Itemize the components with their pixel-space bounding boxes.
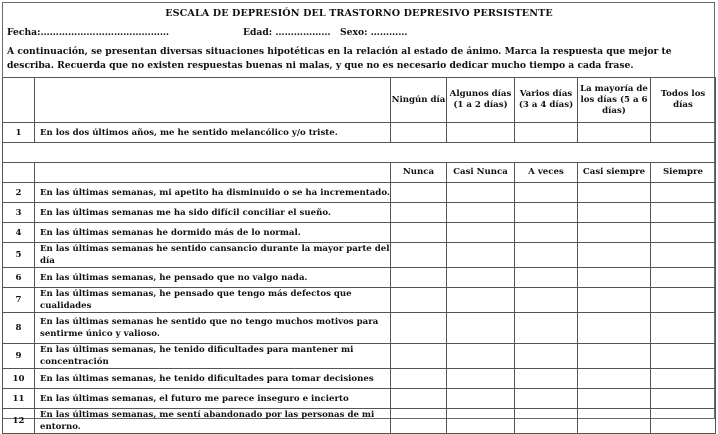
answer-cell[interactable] xyxy=(651,123,716,143)
answer-cell[interactable] xyxy=(515,243,578,268)
item-number: 1 xyxy=(3,123,35,143)
item-number: 5 xyxy=(3,243,35,268)
item-text: En las últimas semanas he dormido más de lo normal. xyxy=(35,223,391,243)
table-row xyxy=(3,344,716,369)
answer-cell[interactable] xyxy=(578,243,651,268)
table-row xyxy=(3,268,716,288)
answer-cell[interactable] xyxy=(447,288,515,313)
answer-cell[interactable] xyxy=(578,369,651,389)
header-algunos-dias: Algunos días (1 a 2 días) xyxy=(447,78,515,123)
spacer-cell xyxy=(3,143,716,163)
header-empty-cell xyxy=(3,163,35,183)
answer-cell[interactable] xyxy=(651,313,716,344)
header-ningun-dia: Ningún día xyxy=(391,78,447,123)
sexo-field[interactable]: Sexo: ………… xyxy=(340,27,408,38)
item-number: 4 xyxy=(3,223,35,243)
table-row xyxy=(3,223,716,243)
answer-cell[interactable] xyxy=(515,313,578,344)
answer-cell[interactable] xyxy=(578,183,651,203)
item-text: En las últimas semanas me ha sido difícil conciliar el sueño. xyxy=(35,203,391,223)
likert-header-row xyxy=(3,163,716,183)
table-row xyxy=(3,123,716,143)
answer-cell[interactable] xyxy=(447,389,515,409)
answer-cell[interactable] xyxy=(651,223,716,243)
questionnaire-table xyxy=(2,77,716,434)
answer-cell[interactable] xyxy=(578,203,651,223)
item-text: En las últimas semanas, he tenido dificultades para mantener mi concentración xyxy=(35,344,391,369)
answer-cell[interactable] xyxy=(515,123,578,143)
item-text: En las últimas semanas he sentido que no tengo muchos motivos para sentirme único y valioso. xyxy=(35,313,391,344)
answer-cell[interactable] xyxy=(447,313,515,344)
answer-cell[interactable] xyxy=(447,409,515,434)
answer-cell[interactable] xyxy=(651,268,716,288)
answer-cell[interactable] xyxy=(651,183,716,203)
header-empty-cell xyxy=(35,163,391,183)
header-siempre: Siempre xyxy=(651,163,716,183)
answer-cell[interactable] xyxy=(578,223,651,243)
answer-cell[interactable] xyxy=(515,288,578,313)
header-nunca: Nunca xyxy=(391,163,447,183)
answer-cell[interactable] xyxy=(391,288,447,313)
header-a-veces: A veces xyxy=(515,163,578,183)
table-row xyxy=(3,389,716,409)
answer-cell[interactable] xyxy=(578,123,651,143)
item-number: 7 xyxy=(3,288,35,313)
header-varios-dias: Varios días (3 a 4 días) xyxy=(515,78,578,123)
item-number: 8 xyxy=(3,313,35,344)
answer-cell[interactable] xyxy=(578,389,651,409)
answer-cell[interactable] xyxy=(447,183,515,203)
item-number: 12 xyxy=(3,409,35,434)
answer-cell[interactable] xyxy=(447,268,515,288)
answer-cell[interactable] xyxy=(515,268,578,288)
item-text: En las últimas semanas, me sentí abandonado por las personas de mi entorno. xyxy=(35,409,391,434)
item-text: En las últimas semanas, he pensado que no valgo nada. xyxy=(35,268,391,288)
table-row xyxy=(3,409,716,434)
header-mayoria-dias: La mayoría de los días (5 a 6 días) xyxy=(578,78,651,123)
item-text: En las últimas semanas, he tenido dificultades para tomar decisiones xyxy=(35,369,391,389)
table-row xyxy=(3,313,716,344)
answer-cell[interactable] xyxy=(578,409,651,434)
item-number: 10 xyxy=(3,369,35,389)
item-number: 9 xyxy=(3,344,35,369)
item-text: En las últimas semanas, el futuro me parece inseguro e incierto xyxy=(35,389,391,409)
item-text: En las últimas semanas, mi apetito ha disminuido o se ha incrementado. xyxy=(35,183,391,203)
table-row xyxy=(3,203,716,223)
answer-cell[interactable] xyxy=(391,183,447,203)
answer-cell[interactable] xyxy=(578,288,651,313)
fecha-field[interactable]: Fecha:…………………………………… xyxy=(7,27,170,38)
answer-cell[interactable] xyxy=(447,369,515,389)
answer-cell[interactable] xyxy=(651,389,716,409)
item-number: 2 xyxy=(3,183,35,203)
answer-cell[interactable] xyxy=(515,369,578,389)
answer-cell[interactable] xyxy=(651,243,716,268)
instructions: A continuación, se presentan diversas situaciones hipotéticas en la relación al estado de ánimo. Marca la respuesta que mejor te describa. Recuerda que no existen respuestas buenas ni malas, y que no es necesario dedicar mucho tiempo a cada frase. xyxy=(7,46,672,71)
answer-cell[interactable] xyxy=(578,268,651,288)
header-casi-siempre: Casi siempre xyxy=(578,163,651,183)
item-number: 3 xyxy=(3,203,35,223)
header-empty-cell xyxy=(35,78,391,123)
answer-cell[interactable] xyxy=(515,203,578,223)
answer-cell[interactable] xyxy=(651,369,716,389)
item-text: En las últimas semanas, he pensado que tengo más defectos que cualidades xyxy=(35,288,391,313)
table-row xyxy=(3,243,716,268)
answer-cell[interactable] xyxy=(447,123,515,143)
answer-cell[interactable] xyxy=(391,313,447,344)
answer-cell[interactable] xyxy=(391,223,447,243)
answer-cell[interactable] xyxy=(651,203,716,223)
document-title: ESCALA DE DEPRESIÓN DEL TRASTORNO DEPRESIVO PERSISTENTE xyxy=(165,8,553,19)
edad-field[interactable]: Edad: ……………… xyxy=(243,27,331,38)
table-row xyxy=(3,288,716,313)
item-number: 6 xyxy=(3,268,35,288)
answer-cell[interactable] xyxy=(651,344,716,369)
table-row xyxy=(3,183,716,203)
answer-cell[interactable] xyxy=(391,268,447,288)
answer-cell[interactable] xyxy=(578,313,651,344)
answer-cell[interactable] xyxy=(578,344,651,369)
item-text: En las últimas semanas he sentido cansancio durante la mayor parte del día xyxy=(35,243,391,268)
answer-cell[interactable] xyxy=(391,243,447,268)
table-row xyxy=(3,369,716,389)
answer-cell[interactable] xyxy=(515,389,578,409)
answer-cell[interactable] xyxy=(515,223,578,243)
answer-cell[interactable] xyxy=(391,123,447,143)
answer-cell[interactable] xyxy=(391,409,447,434)
answer-cell[interactable] xyxy=(391,344,447,369)
answer-cell[interactable] xyxy=(391,203,447,223)
item-number: 11 xyxy=(3,389,35,409)
answer-cell[interactable] xyxy=(651,409,716,434)
answer-cell[interactable] xyxy=(447,344,515,369)
answer-cell[interactable] xyxy=(447,223,515,243)
answer-cell[interactable] xyxy=(447,243,515,268)
frequency-header-row xyxy=(3,78,716,123)
header-casi-nunca: Casi Nunca xyxy=(447,163,515,183)
answer-cell[interactable] xyxy=(447,203,515,223)
answer-cell[interactable] xyxy=(391,369,447,389)
answer-cell[interactable] xyxy=(515,183,578,203)
item-text: En los dos últimos años, me he sentido melancólico y/o triste. xyxy=(35,123,391,143)
spacer-row xyxy=(3,143,716,163)
answer-cell[interactable] xyxy=(651,288,716,313)
answer-cell[interactable] xyxy=(515,409,578,434)
answer-cell[interactable] xyxy=(391,389,447,409)
header-empty-cell xyxy=(3,78,35,123)
answer-cell[interactable] xyxy=(515,344,578,369)
header-todos-dias: Todos los días xyxy=(651,78,716,123)
